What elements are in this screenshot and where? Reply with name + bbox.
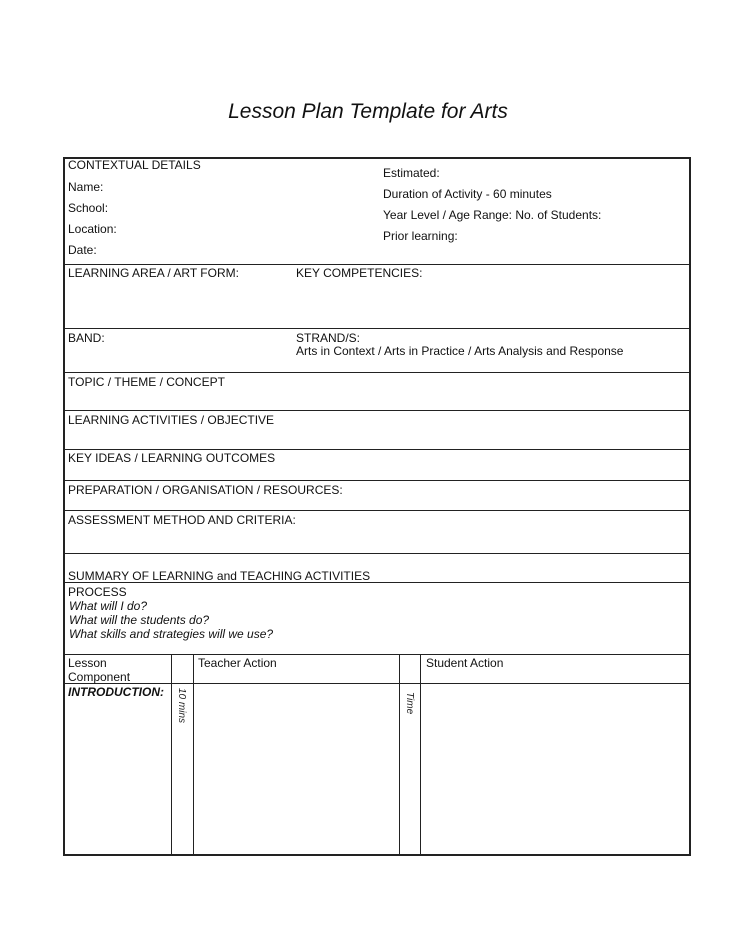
divider-topic (63, 410, 691, 411)
year-level-label: Year Level / Age Range: No. of Students: (383, 208, 602, 222)
table-col-divider-1 (171, 654, 172, 856)
process-question-1: What will I do? (69, 599, 148, 613)
date-label: Date: (68, 243, 97, 257)
time-label: Time (404, 692, 415, 715)
topic-label: TOPIC / THEME / CONCEPT (68, 375, 225, 389)
estimated-label: Estimated: (383, 166, 440, 180)
lesson-plan-form (63, 157, 691, 856)
process-question-3: What skills and strategies will we use? (69, 627, 274, 641)
col-student-label: Student Action (426, 656, 504, 670)
key-competencies-label: KEY COMPETENCIES: (296, 266, 423, 280)
table-col-divider-2 (193, 654, 194, 856)
contextual-heading: CONTEXTUAL DETAILS (68, 158, 201, 172)
divider-table-header (63, 683, 691, 684)
key-ideas-label: KEY IDEAS / LEARNING OUTCOMES (68, 451, 276, 465)
strands-label: STRAND/S: (296, 331, 361, 345)
school-label: School: (68, 201, 109, 215)
summary-label: SUMMARY OF LEARNING and TEACHING ACTIVITIES (68, 569, 371, 583)
process-question-2: What will the students do? (69, 613, 210, 627)
divider-contextual (63, 264, 691, 265)
assessment-label: ASSESSMENT METHOD AND CRITERIA: (68, 513, 296, 527)
location-label: Location: (68, 222, 117, 236)
divider-assessment (63, 553, 691, 554)
table-col-divider-4 (420, 654, 421, 856)
col-teacher-label: Teacher Action (198, 656, 277, 670)
divider-band (63, 372, 691, 373)
divider-learning-area (63, 328, 691, 329)
table-col-divider-3 (399, 654, 400, 856)
preparation-label: PREPARATION / ORGANISATION / RESOURCES: (68, 483, 343, 497)
activities-label: LEARNING ACTIVITIES / OBJECTIVE (68, 413, 275, 427)
divider-preparation (63, 510, 691, 511)
prior-learning-label: Prior learning: (383, 229, 458, 243)
divider-activities (63, 449, 691, 450)
introduction-label: INTRODUCTION: (68, 685, 164, 699)
page-title: Lesson Plan Template for Arts (228, 100, 508, 123)
learning-area-label: LEARNING AREA / ART FORM: (68, 266, 239, 280)
col-lesson-label-1: Lesson (68, 656, 107, 670)
process-heading: PROCESS (68, 585, 127, 599)
mins-label: 10 mins (176, 688, 187, 724)
divider-process (63, 654, 691, 655)
col-lesson-label-2: Component (68, 670, 131, 684)
strands-detail: Arts in Context / Arts in Practice / Arts Analysis and Response (296, 344, 624, 358)
band-label: BAND: (68, 331, 105, 345)
name-label: Name: (68, 180, 104, 194)
duration-label: Duration of Activity - 60 minutes (383, 187, 552, 201)
divider-key-ideas (63, 480, 691, 481)
